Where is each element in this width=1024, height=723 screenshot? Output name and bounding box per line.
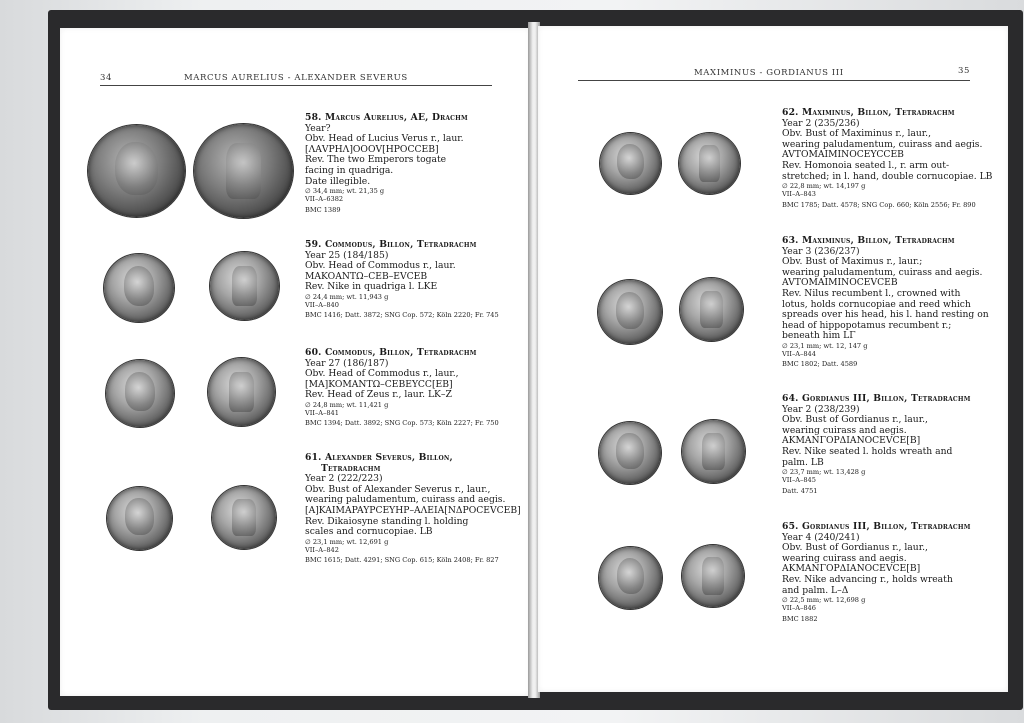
left-page: [60, 28, 530, 696]
entry-year: Year 2 (235/236): [782, 117, 860, 129]
inventory-number: VII–A–843: [782, 190, 816, 199]
inventory-number: VII–A–841: [305, 409, 339, 418]
reverse-description-cont: facing in quadriga.: [305, 164, 394, 176]
catalogue-entry-59: [305, 240, 525, 320]
entry-title: 62. Maximinus, Billon, Tetradrachm: [782, 107, 955, 118]
entry-title: 58. Marcus Aurelius, AE, Drachm: [305, 112, 468, 123]
reverse-description: Rev. Nike seated l. holds wreath and: [782, 445, 953, 457]
coin-60-reverse: [208, 358, 275, 426]
reverse-description: Rev. The two Emperors togate: [305, 154, 447, 166]
coin-59-obverse: [104, 254, 174, 322]
obverse-legend: [A]KAIMAPAYPCEYHP–AΛEIA[NΔPOCEVCEB]: [305, 504, 521, 516]
catalogue-entry-65: [782, 522, 1004, 623]
right-page: [538, 26, 1008, 692]
obverse-legend: AKMANΓOPΔIANOCEVCE[B]: [782, 563, 921, 575]
coin-64-reverse: [682, 420, 745, 483]
obverse-description: Obv. Bust of Alexander Severus r., laur.,: [305, 483, 491, 495]
references: BMC 1416; Datt. 3872; SNG Cop. 572; Köln 2220; Fr. 745: [305, 311, 499, 320]
reverse-description-cont: and palm. L–Δ: [782, 584, 849, 596]
header-rule: [578, 80, 970, 81]
reverse-description-cont: lotus, holds cornucopiae and reed which: [782, 298, 971, 310]
inventory-number: VII–A–846: [782, 604, 816, 613]
catalogue-entry-58: [305, 113, 520, 214]
reverse-description-cont: Date illegible.: [305, 175, 371, 187]
obverse-description-cont: wearing paludamentum, cuirass and aegis.: [782, 266, 983, 278]
catalogue-entry-63: [782, 236, 1004, 369]
entry-year: Year 3 (236/237): [782, 245, 860, 257]
coin-64-obverse: [599, 422, 661, 484]
obverse-legend: AVTOMAIMINOCEYCCEB: [782, 149, 904, 161]
measurements: ∅ 34,4 mm; wt. 21,35 g: [305, 187, 385, 196]
page-number: 35: [958, 66, 971, 76]
coin-58-reverse: [194, 124, 293, 218]
entry-title: 65. Gordianus III, Billon, Tetradrachm: [782, 521, 971, 532]
running-head: MARCUS AURELIUS - ALEXANDER SEVERUS: [184, 73, 408, 83]
references: BMC 1394; Datt. 3892; SNG Cop. 573; Köln 2227; Fr. 750: [305, 419, 499, 428]
measurements: ∅ 23,1 mm; wt. 12, 147 g: [782, 341, 868, 350]
references: BMC 1389: [305, 205, 341, 214]
page-number: 34: [100, 73, 113, 83]
measurements: ∅ 23,7 mm; wt. 13,428 g: [782, 468, 866, 477]
obverse-description: Obv. Head of Commodus r., laur.,: [305, 368, 459, 380]
entry-year: Year 27 (186/187): [305, 357, 389, 369]
entry-year: Year 2 (238/239): [782, 403, 860, 415]
entry-title: 60. Commodus, Billon, Tetradrachm: [305, 347, 477, 358]
obverse-description: Obv. Bust of Maximus r., laur.;: [782, 256, 923, 268]
obverse-description: Obv. Bust of Gordianus r., laur.,: [782, 414, 928, 426]
inventory-number: VII–A–844: [782, 350, 816, 359]
catalogue-entry-60: [305, 348, 525, 428]
entry-year: Year 4 (240/241): [782, 531, 860, 543]
measurements: ∅ 22,8 mm; wt. 14,197 g: [782, 182, 866, 191]
measurements: ∅ 24,4 mm; wt. 11,943 g: [305, 292, 389, 301]
references: Datt. 4751: [782, 486, 818, 495]
reverse-description-cont: head of hippopotamus recumbent r.;: [782, 319, 952, 331]
obverse-description-cont: wearing paludamentum, cuirass and aegis.: [782, 138, 983, 150]
entry-year: Year?: [305, 122, 331, 134]
entry-title-cont: Tetradrachm: [321, 462, 381, 474]
coin-63-obverse: [598, 280, 662, 344]
coin-61-reverse: [212, 486, 276, 549]
reverse-description-cont: scales and cornucopiae. LB: [305, 526, 433, 538]
coin-63-reverse: [680, 278, 743, 341]
coin-65-reverse: [682, 545, 744, 607]
reverse-description: Rev. Homonoia seated l., r. arm out-: [782, 159, 950, 171]
coin-60-obverse: [106, 360, 174, 427]
reverse-description: Rev. Nike advancing r., holds wreath: [782, 573, 953, 585]
obverse-legend: [ΛΑVPHΛ]ΟΟΟV[HPOCCEB]: [305, 143, 439, 155]
references: BMC 1785; Datt. 4578; SNG Cop. 660; Köln 2556; Fr. 890: [782, 200, 976, 209]
inventory-number: VII–A–840: [305, 301, 339, 310]
header-rule: [100, 85, 492, 86]
inventory-number: VII–A–6382: [305, 195, 344, 204]
entry-year: Year 25 (184/185): [305, 249, 389, 261]
reverse-description-cont: stretched; in l. hand, double cornucopiae. LB: [782, 170, 993, 182]
reverse-description-cont: palm. LB: [782, 456, 824, 468]
coin-62-obverse: [600, 133, 661, 194]
catalogue-entry-62: [782, 108, 1004, 209]
catalogue-entry-61: [305, 453, 525, 564]
references: BMC 1882: [782, 614, 818, 623]
references: BMC 1802; Datt. 4589: [782, 360, 858, 369]
reverse-description: Rev. Dikaiosyne standing l. holding: [305, 515, 469, 527]
measurements: ∅ 24,8 mm; wt. 11,421 g: [305, 400, 389, 409]
reverse-description: Rev. Head of Zeus r., laur. LK–Z: [305, 389, 452, 401]
reverse-description: Rev. Nike in quadriga l. LKE: [305, 281, 438, 293]
obverse-description-cont: wearing paludamentum, cuirass and aegis.: [305, 494, 506, 506]
coin-65-obverse: [599, 547, 662, 609]
measurements: ∅ 23,1 mm; wt. 12,691 g: [305, 537, 389, 546]
inventory-number: VII–A–845: [782, 476, 816, 485]
references: BMC 1615; Datt. 4291; SNG Cop. 615; Köln 2408; Fr. 827: [305, 556, 499, 565]
measurements: ∅ 22,5 mm; wt. 12,698 g: [782, 596, 866, 605]
entry-title: 64. Gordianus III, Billon, Tetradrachm: [782, 393, 971, 404]
coin-59-reverse: [210, 252, 279, 320]
entry-year: Year 2 (222/223): [305, 473, 383, 485]
reverse-description-cont: beneath him LΓ: [782, 330, 856, 342]
entry-title: 61. Alexander Severus, Billon,: [305, 452, 453, 463]
obverse-description: Obv. Head of Commodus r., laur.: [305, 260, 456, 272]
coin-61-obverse: [107, 487, 172, 550]
reverse-description-cont: spreads over his head, his l. hand resting on: [782, 309, 989, 321]
running-head: MAXIMINUS - GORDIANUS III: [694, 68, 844, 78]
catalogue-entry-64: [782, 394, 1004, 495]
coin-62-reverse: [679, 133, 740, 194]
coin-58-obverse: [88, 125, 185, 217]
obverse-legend: MAKOANTΩ–CEB–EVCEB: [305, 270, 428, 282]
obverse-description-cont: wearing cuirass and aegis.: [782, 424, 907, 436]
obverse-legend: AVTOMAIMINOCEVCEB: [782, 277, 898, 289]
obverse-legend: [MA]KOMANTΩ–CEBEYCC[EB]: [305, 378, 453, 390]
reverse-description: Rev. Nilus recumbent l., crowned with: [782, 287, 961, 299]
obverse-description: Obv. Bust of Gordianus r., laur.,: [782, 542, 928, 554]
inventory-number: VII–A–842: [305, 545, 339, 554]
entry-title: 59. Commodus, Billon, Tetradrachm: [305, 239, 477, 250]
obverse-description: Obv. Head of Lucius Verus r., laur.: [305, 133, 464, 145]
obverse-description-cont: wearing cuirass and aegis.: [782, 552, 907, 564]
obverse-legend: AKMANΓOPΔIANOCEVCE[B]: [782, 435, 921, 447]
obverse-description: Obv. Bust of Maximinus r., laur.,: [782, 128, 932, 140]
entry-title: 63. Maximinus, Billon, Tetradrachm: [782, 235, 955, 246]
